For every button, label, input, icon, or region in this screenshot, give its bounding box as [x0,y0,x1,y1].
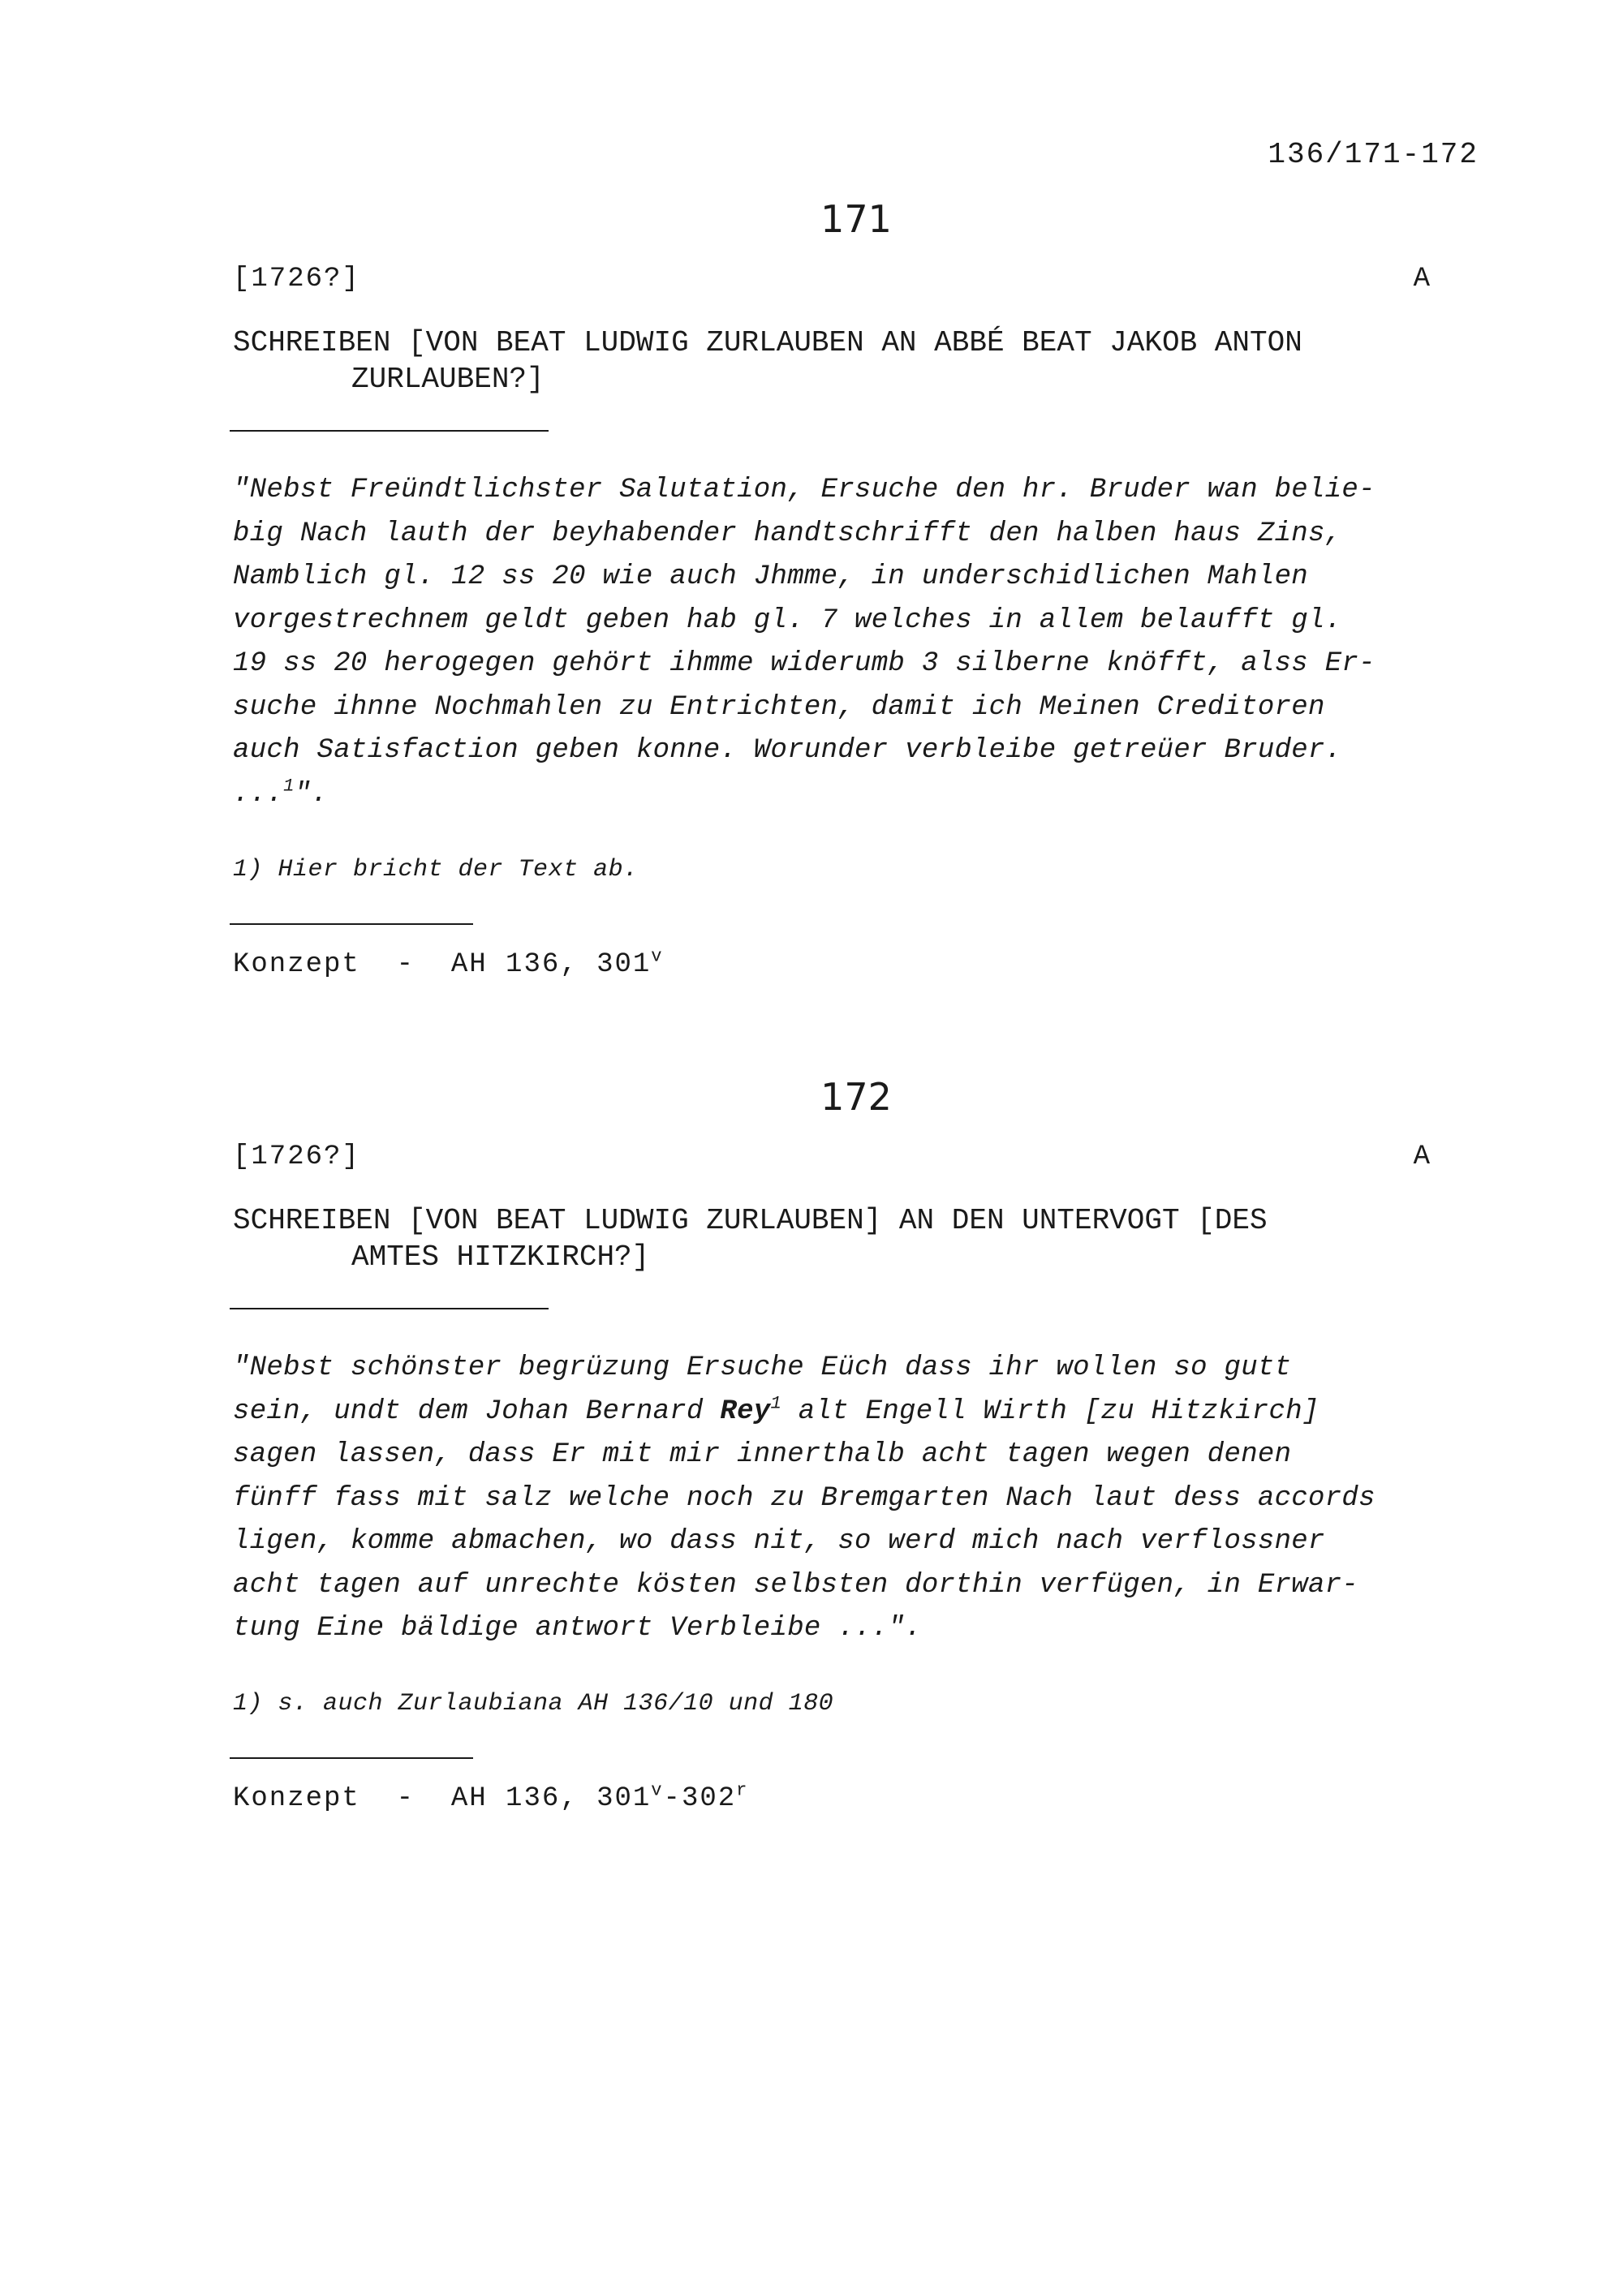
body-line: tung Eine bäldige antwort Verbleibe ...". [233,1613,922,1644]
body-ellipsis: ... [233,778,284,810]
title-line: ZURLAUBEN?] [351,363,545,396]
divider [230,430,549,432]
body-line: auch Satisfaction geben konne. Worunder verbleibe getreüer Bruder. [233,735,1342,766]
body-closing: ". [294,778,329,810]
letter-date: [1726?] [233,1142,360,1172]
body-line [233,1391,1499,1434]
letter-number: 172 [820,1075,892,1119]
title-line: SCHREIBEN [VON BEAT LUDWIG ZURLAUBEN] AN DEN UNTERVOGT [DES [233,1204,1268,1237]
source-text: -302 [663,1783,737,1814]
body-line: fünff fass mit salz welche noch zu Bremgarten Nach laut dess accords [233,1482,1375,1514]
folio-side: v [651,946,664,967]
body-text: sein, undt dem Johan Bernard [233,1395,721,1427]
divider [230,1308,549,1309]
source-text: Konzept - AH 136, 301 [233,1783,652,1814]
body-line: big Nach lauth der beyhabender handtschrifft den halben haus Zins, [233,518,1342,549]
body-line: "Nebst Freündtlichster Salutation, Ersuche den hr. Bruder wan belie- [233,475,1375,505]
person-name: Rey [720,1395,771,1427]
body-line: ligen, komme abmachen, wo dass nit, so werd mich nach verflossner [233,1526,1325,1557]
body-line: sagen lassen, dass Er mit mir innerthalb acht tagen wegen denen [233,1439,1292,1470]
divider [230,1757,473,1759]
page-reference: 136/171-172 [1268,138,1479,171]
footnote: 1) Hier bricht der Text ab. [233,856,639,884]
body-text: alt Engell Wirth [zu Hitzkirch] [781,1395,1319,1427]
title-line: AMTES HITZKIRCH?] [351,1240,650,1274]
letter-body [233,1347,1499,1651]
body-line [233,773,1499,817]
title-line: SCHREIBEN [VON BEAT LUDWIG ZURLAUBEN AN ABBÉ BEAT JAKOB ANTON [233,326,1302,359]
divider [230,923,473,925]
letter-title [233,1202,1499,1275]
source-citation [233,1780,749,1814]
letter-type: A [1413,1142,1430,1172]
folio-side: v [651,1780,664,1801]
body-line: acht tagen auf unrechte kösten selbsten dorthin verfügen, in Erwar- [233,1569,1359,1601]
letter-date: [1726?] [233,264,360,295]
footnote-marker: 1 [283,776,295,797]
source-text: Konzept - AH 136, 301 [233,949,652,980]
body-line: "Nebst schönster begrüzung Ersuche Eüch dass ihr wollen so gutt [233,1352,1292,1383]
body-line: vorgestrechnem geldt geben hab gl. 7 welches in allem belaufft gl. [233,604,1342,636]
letter-body [233,469,1499,816]
footnote-marker: 1 [770,1393,782,1414]
letter-title [233,325,1499,398]
letter-number: 171 [820,197,892,241]
source-citation [233,946,664,980]
body-line: suche ihnne Nochmahlen zu Entrichten, damit ich Meinen Creditoren [233,691,1325,723]
body-line: 19 ss 20 herogegen gehört ihmme widerumb 3 silberne knöfft, alss Er- [233,648,1375,679]
folio-side: r [736,1780,749,1801]
footnote: 1) s. auch Zurlaubiana AH 136/10 und 180 [233,1690,834,1718]
body-line: Namblich gl. 12 ss 20 wie auch Jhmme, in underschidlichen Mahlen [233,561,1309,592]
letter-type: A [1413,264,1430,295]
